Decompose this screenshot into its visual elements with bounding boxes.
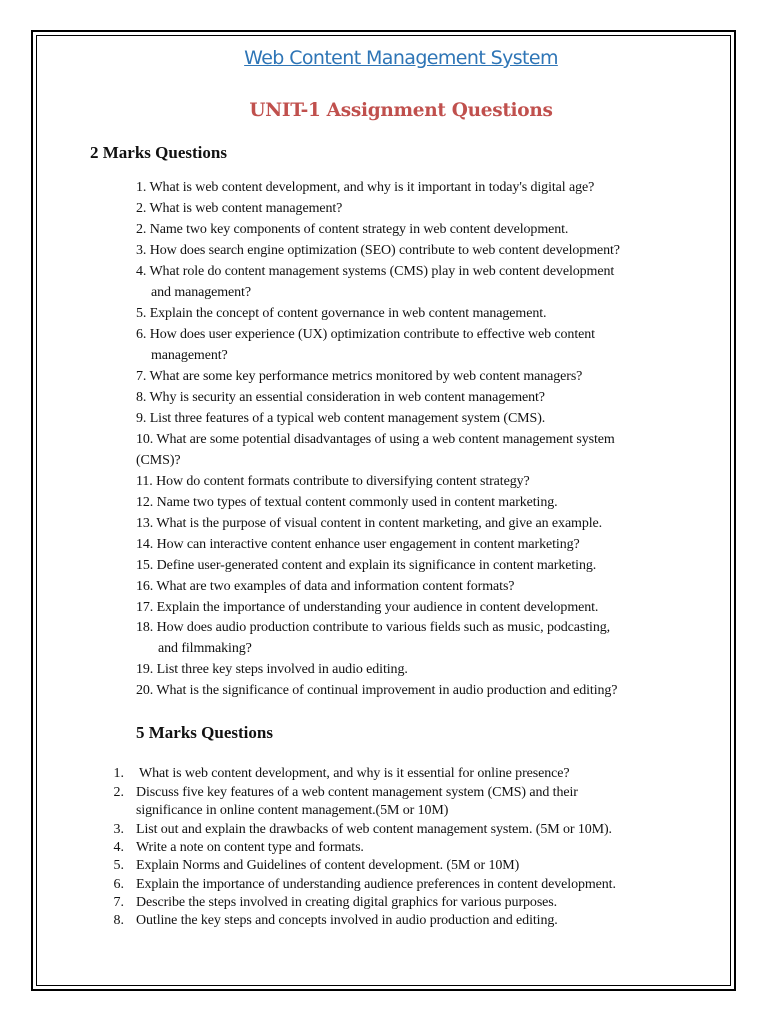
- five-marks-line: Explain the importance of understanding audience preferences in content development.: [136, 877, 616, 892]
- five-marks-number: 6.: [113, 877, 124, 892]
- two-marks-line: 8. Why is security an essential consideration in web content management?: [136, 390, 545, 405]
- two-marks-line: 16. What are two examples of data and information content formats?: [136, 579, 515, 594]
- two-marks-line: 19. List three key steps involved in audio editing.: [136, 662, 408, 677]
- two-marks-line: 2. What is web content management?: [136, 201, 343, 216]
- document-title: Web Content Management System: [244, 47, 558, 69]
- two-marks-line: 7. What are some key performance metrics monitored by web content managers?: [136, 369, 583, 384]
- two-marks-line: 13. What is the purpose of visual content in content marketing, and give an example.: [136, 516, 603, 531]
- two-marks-line: management?: [151, 348, 228, 363]
- two-marks-line: 17. Explain the importance of understanding your audience in content development.: [136, 600, 599, 615]
- five-marks-heading: 5 Marks Questions: [136, 723, 273, 742]
- five-marks-number: 1.: [113, 766, 124, 781]
- five-marks-number: 4.: [113, 840, 124, 855]
- five-marks-line: Outline the key steps and concepts involved in audio production and editing.: [136, 913, 558, 928]
- five-marks-line: Discuss five key features of a web content management system (CMS) and their: [136, 785, 578, 800]
- two-marks-line: 10. What are some potential disadvantages of using a web content management system: [136, 432, 615, 447]
- two-marks-line: 18. How does audio production contribute to various fields such as music, podcasting,: [136, 620, 611, 635]
- five-marks-line: Describe the steps involved in creating digital graphics for various purposes.: [136, 895, 558, 910]
- two-marks-line: 14. How can interactive content enhance user engagement in content marketing?: [136, 537, 580, 552]
- two-marks-line: and management?: [151, 285, 251, 300]
- two-marks-line: 6. How does user experience (UX) optimization contribute to effective web content: [136, 327, 595, 342]
- five-marks-number: 7.: [113, 895, 124, 910]
- two-marks-line: 15. Define user-generated content and explain its significance in content marketing.: [136, 558, 597, 573]
- two-marks-line: (CMS)?: [136, 453, 181, 468]
- two-marks-line: 1. What is web content development, and why is it important in today's digital age?: [136, 180, 595, 195]
- two-marks-line: 12. Name two types of textual content commonly used in content marketing.: [136, 495, 558, 510]
- two-marks-line: 5. Explain the concept of content governance in web content management.: [136, 306, 547, 321]
- five-marks-line: Explain Norms and Guidelines of content development. (5M or 10M): [136, 858, 520, 873]
- two-marks-line: 9. List three features of a typical web content management system (CMS).: [136, 411, 546, 426]
- five-marks-line: significance in online content management.(5M or 10M): [136, 803, 449, 818]
- five-marks-number: 8.: [113, 913, 124, 928]
- unit-title: UNIT-1 Assignment Questions: [249, 100, 553, 121]
- two-marks-line: and filmmaking?: [158, 641, 252, 656]
- five-marks-number: 2.: [113, 785, 124, 800]
- five-marks-line: Write a note on content type and formats.: [136, 840, 364, 855]
- two-marks-line: 20. What is the significance of continual improvement in audio production and editing?: [136, 683, 618, 698]
- five-marks-line: List out and explain the drawbacks of web content management system. (5M or 10M).: [136, 822, 612, 837]
- five-marks-number: 3.: [113, 822, 124, 837]
- two-marks-line: 4. What role do content management systems (CMS) play in web content development: [136, 264, 615, 279]
- two-marks-line: 2. Name two key components of content strategy in web content development.: [136, 222, 569, 237]
- five-marks-line: What is web content development, and why is it essential for online presence?: [139, 766, 570, 781]
- five-marks-number: 5.: [113, 858, 124, 873]
- two-marks-line: 3. How does search engine optimization (SEO) contribute to web content development?: [136, 243, 620, 258]
- two-marks-heading: 2 Marks Questions: [90, 143, 227, 162]
- two-marks-line: 11. How do content formats contribute to diversifying content strategy?: [136, 474, 530, 489]
